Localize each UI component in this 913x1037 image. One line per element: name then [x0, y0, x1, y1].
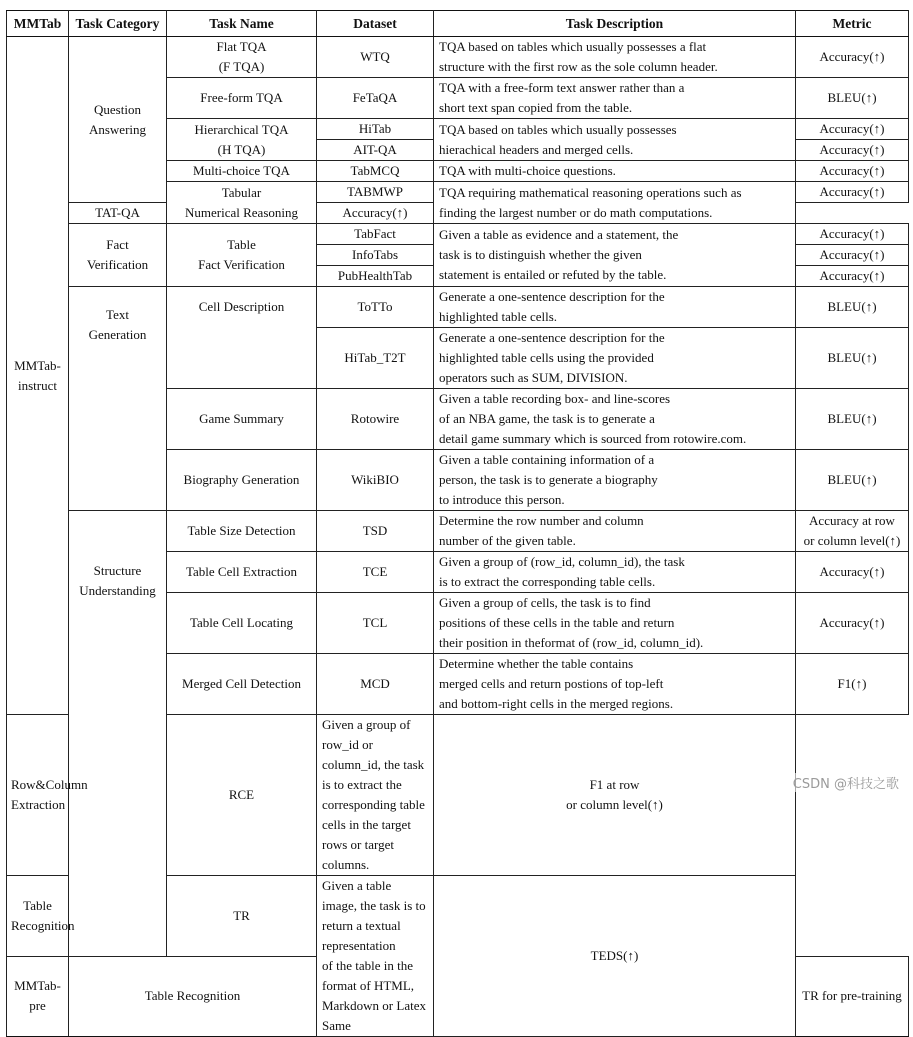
description-rotowire: Given a table recording box- and line-scores of an NBA game, the task is to generate a detail game summary which is sourced from rotowire.com. — [434, 389, 796, 450]
task-table-cell-locating: Table Cell Locating — [167, 593, 317, 654]
category-question-answering: Question Answering — [69, 37, 167, 203]
description-tabmwp: TQA requiring mathematical reasoning operations such as finding the largest number or do math computations. — [434, 182, 796, 224]
metric-tcl: Accuracy(↑) — [796, 593, 909, 654]
description-wtq: TQA based on tables which usually possesses a flat structure with the first row as the sole column header. — [434, 37, 796, 78]
mmtab-task-table — [6, 10, 909, 1037]
table-row — [7, 224, 909, 245]
header-row — [7, 11, 909, 37]
description-tsd: Determine the row number and column number of the given table. — [434, 511, 796, 552]
group-mmtab-instruct: MMTab- instruct — [7, 37, 69, 715]
header-dataset: Dataset — [317, 11, 434, 37]
dataset-tabmcq: TabMCQ — [317, 161, 434, 182]
group-mmtab-pre: MMTab- pre — [7, 956, 69, 1037]
table-row — [7, 287, 909, 328]
description-fact-verification: Given a table as evidence and a statement, the task is to distinguish whether the given statement is entailed or refuted by the table. — [434, 224, 796, 287]
task-flat-tqa: Flat TQA (F TQA) — [167, 37, 317, 78]
metric-hitab-t2t: BLEU(↑) — [796, 328, 909, 389]
description-mcd: Determine whether the table contains merged cells and return postions of top-left and bottom-right cells in the merged regions. — [434, 654, 796, 715]
description-tr: Given a table image, the task is to return a textual representation of the table in the format of HTML, Markdown or Latex Same — [317, 876, 434, 1037]
dataset-tabfact: TabFact — [317, 224, 434, 245]
dataset-tat-qa: TAT-QA — [69, 203, 167, 224]
metric-tabmwp: Accuracy(↑) — [796, 182, 909, 203]
task-multi-choice-tqa: Multi-choice TQA — [167, 161, 317, 182]
dataset-infotabs: InfoTabs — [317, 245, 434, 266]
description-tce: Given a group of (row_id, column_id), the task is to extract the corresponding table cells. — [434, 552, 796, 593]
metric-tabmcq: Accuracy(↑) — [796, 161, 909, 182]
dataset-wtq: WTQ — [317, 37, 434, 78]
task-table-fact-verification: Table Fact Verification — [167, 224, 317, 287]
description-rce: Given a group of row_id or column_id, the task is to extract the corresponding table cells in the target rows or target columns. — [317, 715, 434, 876]
header-task-name: Task Name — [167, 11, 317, 37]
metric-tr: TEDS(↑) — [434, 876, 796, 1037]
metric-rotowire: BLEU(↑) — [796, 389, 909, 450]
dataset-totto: ToTTo — [317, 287, 434, 328]
metric-tsd: Accuracy at row or column level(↑) — [796, 511, 909, 552]
metric-tabfact: Accuracy(↑) — [796, 224, 909, 245]
dataset-hitab-t2t: HiTab_T2T — [317, 328, 434, 389]
task-cell-description: Cell Description — [167, 287, 317, 389]
table-row — [7, 511, 909, 552]
task-biography-generation: Biography Generation — [167, 450, 317, 511]
dataset-hitab: HiTab — [317, 119, 434, 140]
description-tcl: Given a group of cells, the task is to find positions of these cells in the table and return their position in theformat of (row_id, column_id). — [434, 593, 796, 654]
dataset-wikibio: WikiBIO — [317, 450, 434, 511]
category-fact-verification: Fact Verification — [69, 224, 167, 287]
dataset-tr-pre: TR for pre-training — [796, 956, 909, 1037]
metric-tce: Accuracy(↑) — [796, 552, 909, 593]
description-hitab: TQA based on tables which usually possesses hierachical headers and merged cells. — [434, 119, 796, 161]
csdn-watermark: CSDN @科技之歌 — [793, 773, 899, 792]
dataset-tce: TCE — [317, 552, 434, 593]
description-wikibio: Given a table containing information of a person, the task is to generate a biography to introduce this person. — [434, 450, 796, 511]
category-text-generation: Text Generation — [69, 287, 167, 511]
header-mmtab: MMTab — [7, 11, 69, 37]
dataset-tr: TR — [167, 876, 317, 957]
metric-rce: F1 at row or column level(↑) — [434, 715, 796, 876]
task-merged-cell-detection: Merged Cell Detection — [167, 654, 317, 715]
metric-totto: BLEU(↑) — [796, 287, 909, 328]
metric-hitab: Accuracy(↑) — [796, 119, 909, 140]
category-structure-understanding: Structure Understanding — [69, 511, 167, 957]
metric-fetaqa: BLEU(↑) — [796, 78, 909, 119]
metric-tat-qa: Accuracy(↑) — [317, 203, 434, 224]
task-tabular-numerical-reasoning: Tabular Numerical Reasoning — [167, 182, 317, 224]
description-hitab-t2t: Generate a one-sentence description for the highlighted table cells using the provided operators such as SUM, DIVISION. — [434, 328, 796, 389]
description-fetaqa: TQA with a free-form text answer rather than a short text span copied from the table. — [434, 78, 796, 119]
dataset-pubhealthtab: PubHealthTab — [317, 266, 434, 287]
dataset-rotowire: Rotowire — [317, 389, 434, 450]
task-free-form-tqa: Free-form TQA — [167, 78, 317, 119]
header-metric: Metric — [796, 11, 909, 37]
metric-mcd: F1(↑) — [796, 654, 909, 715]
dataset-tcl: TCL — [317, 593, 434, 654]
description-tabmcq: TQA with multi-choice questions. — [434, 161, 796, 182]
header-category: Task Category — [69, 11, 167, 37]
task-table-cell-extraction: Table Cell Extraction — [167, 552, 317, 593]
metric-infotabs: Accuracy(↑) — [796, 245, 909, 266]
metric-wikibio: BLEU(↑) — [796, 450, 909, 511]
dataset-rce: RCE — [167, 715, 317, 876]
metric-pubhealthtab: Accuracy(↑) — [796, 266, 909, 287]
dataset-ait-qa: AIT-QA — [317, 140, 434, 161]
description-totto: Generate a one-sentence description for the highlighted table cells. — [434, 287, 796, 328]
header-description: Task Description — [434, 11, 796, 37]
dataset-tsd: TSD — [317, 511, 434, 552]
task-row-column-extraction: Row&Column Extraction — [7, 715, 69, 876]
task-hierarchical-tqa: Hierarchical TQA (H TQA) — [167, 119, 317, 161]
task-game-summary: Game Summary — [167, 389, 317, 450]
dataset-mcd: MCD — [317, 654, 434, 715]
metric-wtq: Accuracy(↑) — [796, 37, 909, 78]
task-table-size-detection: Table Size Detection — [167, 511, 317, 552]
dataset-fetaqa: FeTaQA — [317, 78, 434, 119]
task-table-recognition-pre: Table Recognition — [69, 956, 317, 1037]
task-table-recognition: Table Recognition — [7, 876, 69, 957]
metric-ait-qa: Accuracy(↑) — [796, 140, 909, 161]
dataset-tabmwp: TABMWP — [317, 182, 434, 203]
